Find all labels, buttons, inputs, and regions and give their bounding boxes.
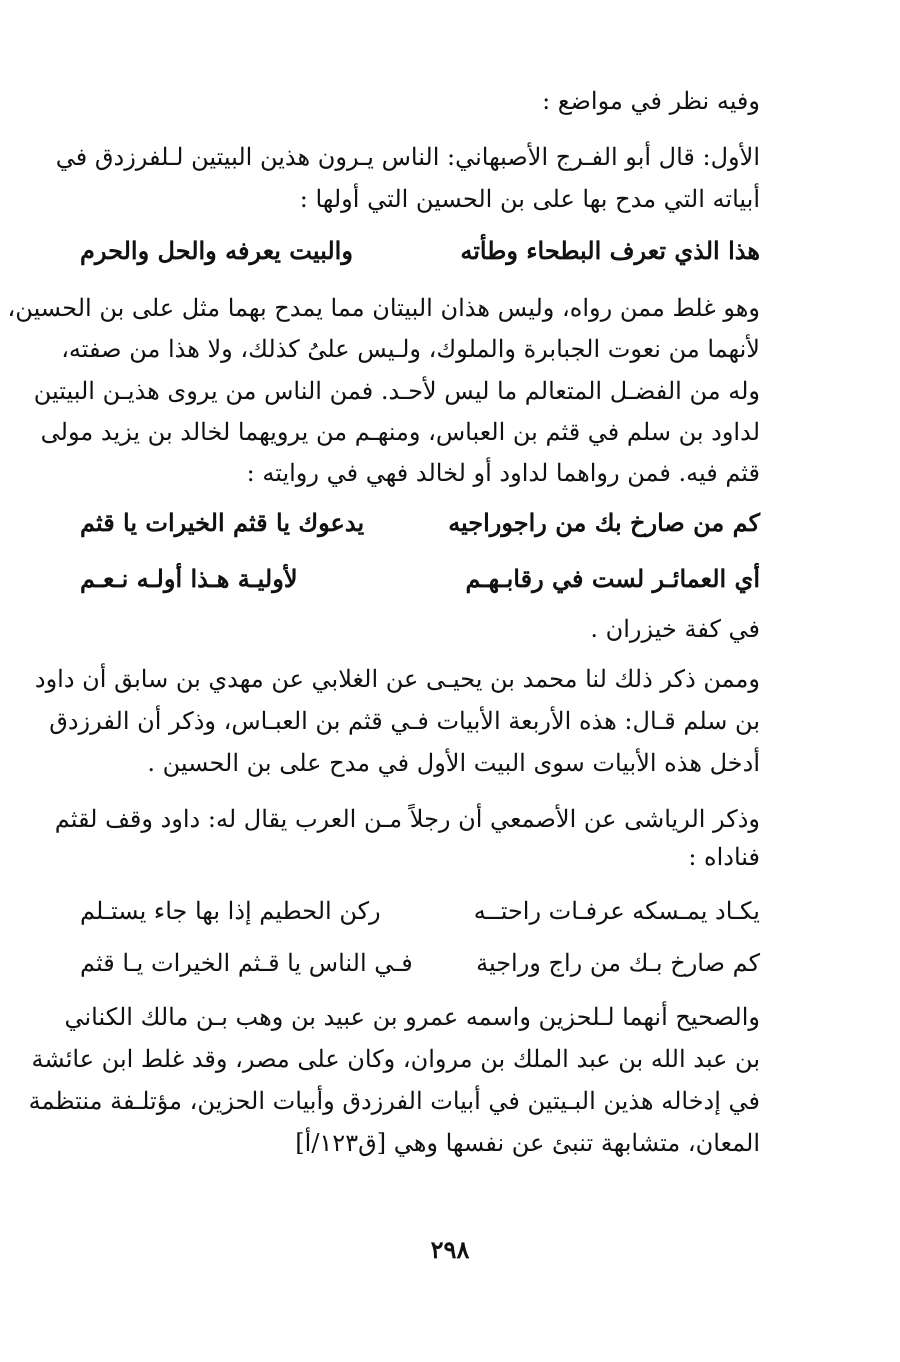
paragraph-line: بن سلم قـال: هذه الأربعة الأبيات فـي قثم بن العبـاس، وذكر أن الفرزدق bbox=[49, 707, 760, 735]
paragraph-line: الأول: قال أبو الفـرج الأصبهاني: الناس يـرون هذين البيتين لـلفرزدق في bbox=[55, 143, 760, 171]
paragraph-line: أدخل هذه الأبيات سوى البيت الأول في مدح على بن الحسين . bbox=[147, 749, 760, 777]
paragraph-line: فناداه : bbox=[688, 843, 760, 871]
paragraph-line: في إدخاله هذين البـيتين في أبيات الفرزدق وأبيات الحزين، مؤتلـفة منتظمة bbox=[28, 1087, 760, 1115]
verse-hemistich-first: يكـاد يمـسكه عرفـات راحتــه bbox=[473, 897, 760, 925]
verse-hemistich-second: والبيت يعرفه والحل والحرم bbox=[80, 236, 353, 265]
paragraph-line: بن عبد الله بن عبد الملك بن مروان، وكان على مصر، وقد غلط ابن عائشة bbox=[31, 1045, 760, 1073]
verse-hemistich-first: كم صارخ بـك من راج وراجية bbox=[476, 949, 760, 977]
paragraph-line: المعان، متشابهة تنبئ عن نفسها وهي [ق١٢٣/أ] bbox=[295, 1129, 760, 1157]
intro-line: وفيه نظر في مواضع : bbox=[542, 87, 760, 115]
paragraph-line: وهو غلط ممن رواه، وليس هذان البيتان مما يمدح بهما مثل على بن الحسين، bbox=[7, 294, 760, 322]
paragraph-line: لداود بن سلم في قثم بن العباس، ومنهـم من يرويهما لخالد بن يزيد مولى bbox=[40, 418, 760, 446]
paragraph-line: وذكر الرياشى عن الأصمعي أن رجلاً مـن العرب يقال له: داود وقف لقثم bbox=[54, 805, 760, 833]
verse-hemistich-second: ركن الحطيم إذا بها جاء يستـلم bbox=[80, 897, 381, 925]
paragraph-line: لأنهما من نعوت الجبابرة والملوك، ولـيس علىُ كذلك، ولا هذا من صفته، bbox=[61, 335, 760, 363]
paragraph-line: والصحيح أنهما لـلحزين واسمه عمرو بن عبيد بن وهب بـن مالك الكناني bbox=[64, 1003, 760, 1031]
paragraph-line: في كفة خيزران . bbox=[590, 615, 760, 643]
verse-hemistich-first: كم من صارخ بك من راجوراجيه bbox=[448, 508, 760, 537]
page-number: ٢٩٨ bbox=[430, 1235, 470, 1264]
verse-hemistich-first: هذا الذي تعرف البطحاء وطأته bbox=[460, 236, 760, 265]
paragraph-line: وله من الفضـل المتعالم ما ليس لأحـد. فمن الناس من يروى هذيـن البيتين bbox=[33, 377, 760, 405]
verse-hemistich-second: يدعوك يا قثم الخيرات يا قثم bbox=[80, 508, 365, 537]
paragraph-line: وممن ذكر ذلك لنا محمد بن يحيـى عن الغلابي عن مهدي بن سابق أن داود bbox=[34, 665, 760, 693]
paragraph-line: قثم فيه. فمن رواهما لداود أو لخالد فهي في روايته : bbox=[246, 459, 760, 487]
paragraph-line: أبياته التي مدح بها على بن الحسين التي أولها : bbox=[299, 185, 760, 213]
verse-hemistich-first: أي العمائـر لست في رقابـهـم bbox=[465, 564, 760, 593]
verse-hemistich-second: لأوليـة هـذا أولـه نـعـم bbox=[80, 564, 298, 593]
verse-hemistich-second: فـي الناس يا قـثم الخيرات يـا قثم bbox=[80, 949, 413, 977]
